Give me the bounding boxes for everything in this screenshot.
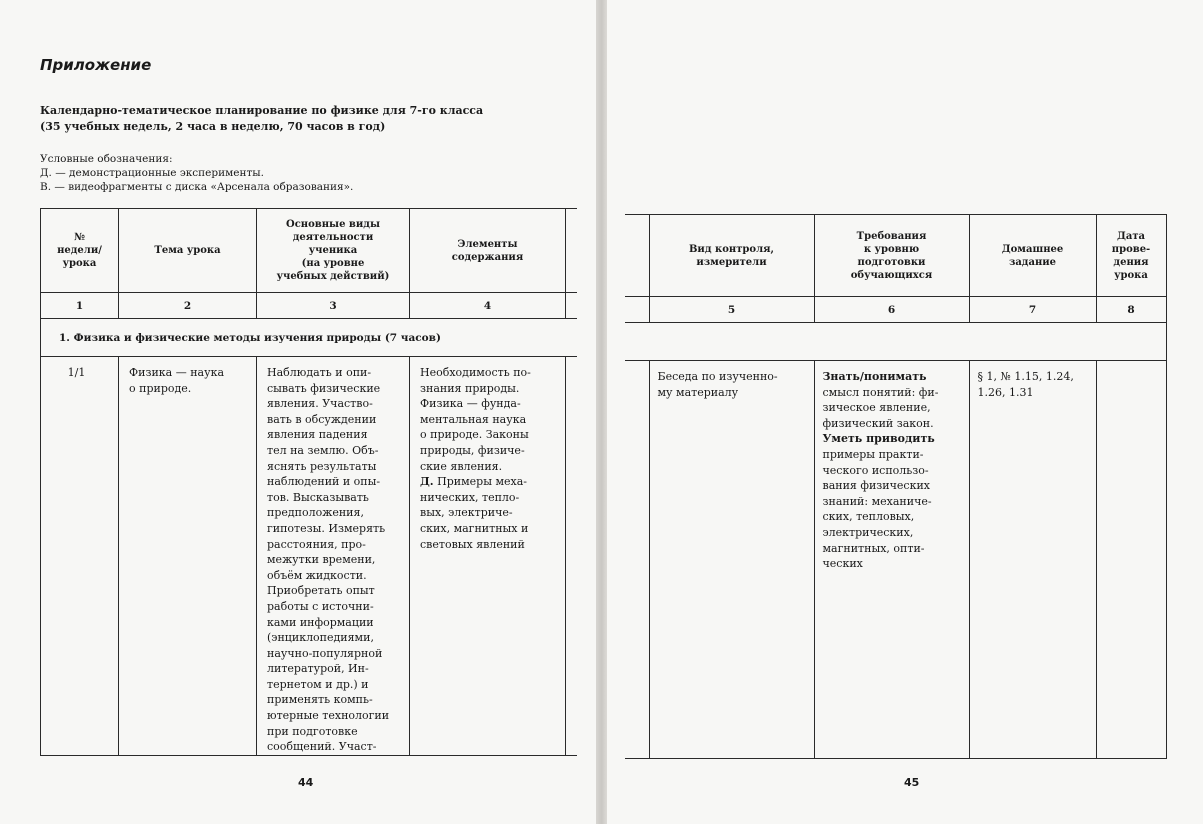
- activity-line: гипотезы. Измерять: [267, 521, 386, 535]
- header-content: Элементы содержания: [410, 209, 566, 293]
- right-section-row: [625, 323, 1166, 361]
- header-homework: Домашнее задание: [969, 215, 1096, 297]
- activity-line: наблюдений и опы-: [267, 475, 381, 489]
- lesson-requirements: Знать/понимать смысл понятий: фи- зическое явление, физический закон. Уметь приводить примеры практи- ческого использо- вания физических знаний: механиче- ских, тепловых, электрических, магнитных, опти- ческих: [814, 361, 969, 759]
- right-page: [607, 0, 1203, 824]
- legend-item-demo: Д. — демонстрационные эксперименты.: [40, 167, 265, 179]
- lesson-date: [1096, 361, 1166, 759]
- activity-line: сообщений. Участ-: [267, 740, 377, 754]
- requirement-line: ских, тепловых,: [822, 510, 915, 524]
- right-lesson-row: [625, 361, 1166, 759]
- section-row: [41, 319, 577, 357]
- header-requirements: Требования к уровню подготовки обучающихся: [814, 215, 969, 297]
- col-number-1: 1: [41, 293, 119, 319]
- col-number-5: 5: [649, 297, 814, 323]
- page-heading: Приложение: [40, 56, 152, 74]
- content-line: световых явлений: [420, 537, 525, 551]
- lesson-content: [410, 357, 566, 756]
- content-line: Необходимость по-: [420, 366, 531, 379]
- book-gutter: [596, 0, 607, 824]
- page-number-left: 44: [298, 776, 314, 789]
- activity-line: Приобретать опыт: [267, 584, 375, 598]
- col-number-7: 7: [969, 297, 1096, 323]
- col-number-6: 6: [814, 297, 969, 323]
- lesson-activities: [257, 357, 410, 756]
- requirement-line: знаний: механиче-: [822, 494, 932, 508]
- lesson-control: Беседа по изученно- му материалу: [649, 361, 814, 759]
- content-line: природы, физиче-: [420, 443, 525, 457]
- content-line: ментальная наука: [420, 412, 527, 426]
- requirement-line: ческих: [822, 557, 863, 571]
- content-line: вых, электриче-: [420, 506, 513, 520]
- col-number-8: 8: [1096, 297, 1166, 323]
- right-column-number-row: [625, 297, 1166, 323]
- header-topic: Тема урока: [119, 209, 257, 293]
- content-line: нических, тепло-: [420, 490, 520, 504]
- right-header-row: [625, 215, 1166, 297]
- activity-line: научно-популярной: [267, 646, 383, 660]
- requirement-line: физический закон.: [822, 416, 934, 430]
- activity-line: предположения,: [267, 506, 364, 520]
- lesson-number: 1/1: [41, 357, 119, 756]
- section-title: 1. Физика и физические методы изучения природы (7 часов): [41, 319, 577, 357]
- activity-line: вать в обсуждении: [267, 412, 377, 426]
- requirement-line: примеры практи-: [822, 447, 924, 461]
- content-line: знания природы.: [420, 381, 520, 395]
- header-date: Дата прове- дения урока: [1096, 215, 1166, 297]
- activity-line: ютерные технологии: [267, 709, 390, 723]
- activity-line: межутки времени,: [267, 553, 376, 567]
- activity-line: явления. Участво-: [267, 397, 373, 411]
- left-table: [40, 208, 577, 756]
- content-line: Физика — фунда-: [420, 397, 521, 411]
- header-control: Вид контроля, измерители: [649, 215, 814, 297]
- header-week-lesson: № недели/ урока: [41, 209, 119, 293]
- left-page: [0, 0, 596, 824]
- col-number-3: 3: [257, 293, 410, 319]
- col-number-2: 2: [119, 293, 257, 319]
- activity-line: применять компь-: [267, 693, 373, 707]
- requirement-line: вания физических: [822, 479, 930, 493]
- content-line: Д. Примеры меха-: [420, 475, 527, 489]
- activity-line: тел на землю. Объ-: [267, 443, 379, 457]
- requirement-line: зическое явление,: [822, 401, 931, 415]
- lesson-row: [41, 357, 577, 756]
- activity-line: литературой, Ин-: [267, 662, 369, 676]
- legend-title: Условные обозначения:: [40, 153, 173, 165]
- activity-line: работы с источни-: [267, 599, 374, 613]
- requirement-line: смысл понятий: фи-: [822, 385, 939, 399]
- right-table: [625, 214, 1167, 759]
- activity-line: при подготовке: [267, 724, 358, 738]
- activity-line: (энциклопедиями,: [267, 631, 374, 645]
- activity-line: явления падения: [267, 428, 368, 442]
- page-number-right: 45: [904, 776, 920, 789]
- content-line: ских, магнитных и: [420, 521, 529, 535]
- plan-title: Календарно-тематическое планирование по физике для 7-го класса: [40, 104, 484, 117]
- col-number-4: 4: [410, 293, 566, 319]
- activity-line: Наблюдать и опи-: [267, 366, 372, 379]
- activity-line: яснять результаты: [267, 459, 377, 473]
- lesson-topic: Физика — наука о природе.: [119, 357, 257, 756]
- column-number-row: [41, 293, 577, 319]
- header-row: [41, 209, 577, 293]
- content-line: ские явления.: [420, 459, 503, 473]
- lesson-homework: § 1, № 1.15, 1.24, 1.26, 1.31: [969, 361, 1096, 759]
- requirement-line: магнитных, опти-: [822, 541, 925, 555]
- activity-line: расстояния, про-: [267, 537, 366, 551]
- legend-item-video: В. — видеофрагменты с диска «Арсенала образования».: [40, 181, 354, 193]
- activity-line: объём жидкости.: [267, 568, 367, 582]
- activity-line: тернетом и др.) и: [267, 677, 369, 691]
- activity-line: ками информации: [267, 615, 374, 629]
- activity-line: тов. Высказывать: [267, 490, 369, 504]
- content-line: о природе. Законы: [420, 428, 529, 442]
- legend: [40, 152, 353, 194]
- plan-subtitle: (35 учебных недель, 2 часа в неделю, 70 часов в год): [40, 120, 386, 133]
- activity-line: сывать физические: [267, 381, 381, 395]
- requirement-line: ческого использо-: [822, 463, 929, 477]
- header-activities: Основные виды деятельности ученика (на уровне учебных действий): [257, 209, 410, 293]
- requirement-line: электрических,: [822, 525, 914, 539]
